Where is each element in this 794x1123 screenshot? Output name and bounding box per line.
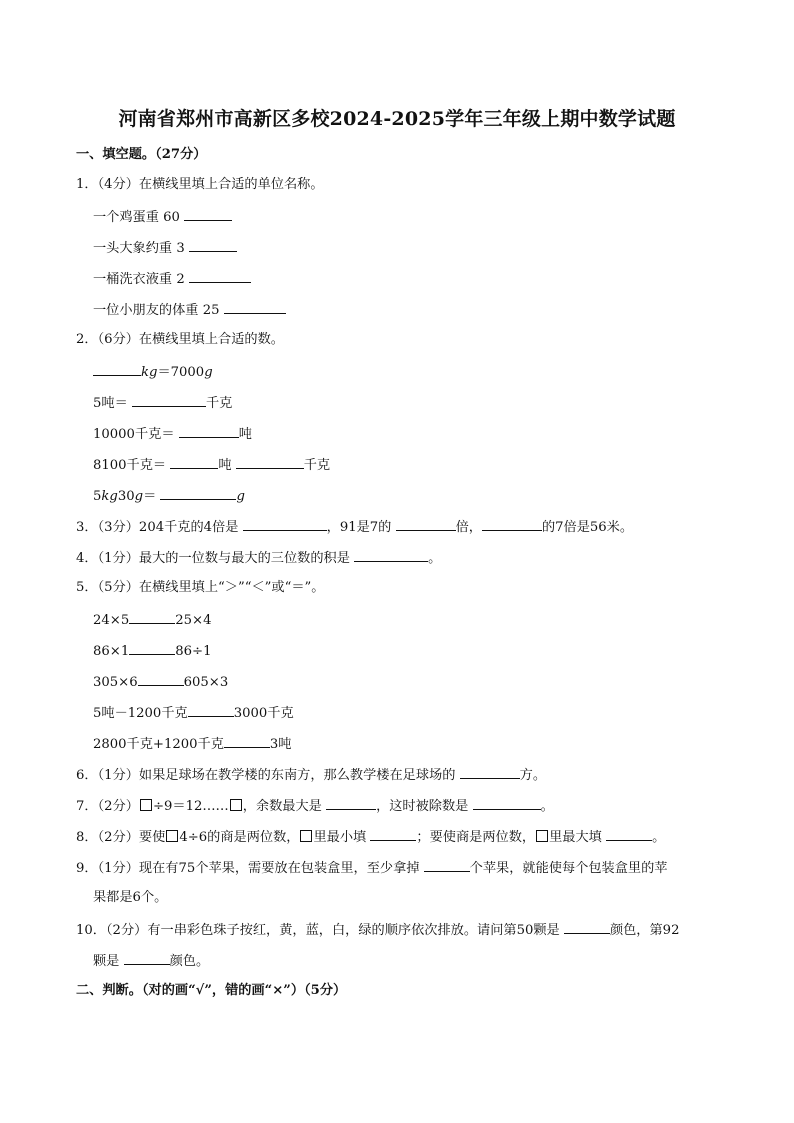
question-text: 。 — [540, 799, 554, 814]
unit-text: 千克 — [205, 396, 233, 411]
question-text: 果都是6个。 — [93, 890, 168, 905]
question-text: （2分）有一串彩色珠子按红，黄，蓝，白，绿的顺序依次排放。请问第50颗是 — [105, 923, 560, 938]
unit-text: 吨 — [218, 458, 232, 473]
question-1-stem: （4分）在横线里填上合适的单位名称。 — [97, 177, 324, 192]
answer-blank[interactable] — [124, 951, 170, 965]
answer-blank[interactable] — [138, 672, 184, 686]
question-text: ，这时被除数是 — [376, 799, 469, 814]
placeholder-box-icon — [166, 830, 178, 842]
answer-blank[interactable] — [132, 393, 206, 407]
compare-row-4 — [93, 703, 294, 723]
compare-right: 3吨 — [269, 737, 292, 752]
compare-left: 305×6 — [93, 675, 138, 690]
answer-blank[interactable] — [243, 517, 327, 531]
question-5-number: 5． — [76, 580, 98, 595]
answer-blank[interactable] — [224, 734, 270, 748]
answer-blank[interactable] — [129, 610, 175, 624]
question-2-stem: （6分）在横线里填上合适的数。 — [97, 332, 284, 347]
question-7 — [76, 796, 554, 816]
question-10-number: 10． — [76, 923, 106, 938]
unit-g: g — [236, 489, 245, 504]
answer-blank[interactable] — [482, 517, 542, 531]
compare-left: 5吨－1200千克 — [93, 706, 188, 721]
question-2-line-5 — [93, 486, 245, 506]
question-8-number: 8． — [76, 830, 98, 845]
compare-right: 86÷1 — [175, 644, 212, 659]
question-1 — [76, 176, 324, 194]
question-text: 方。 — [519, 768, 547, 783]
question-1-item-text: 一个鸡蛋重 60 — [93, 210, 180, 225]
compare-right: 605×3 — [183, 675, 229, 690]
answer-blank[interactable] — [160, 486, 236, 500]
question-text: 的7倍是56米。 — [541, 520, 634, 535]
question-1-item-2 — [93, 238, 237, 258]
question-10-cont — [93, 951, 209, 971]
answer-blank[interactable] — [354, 548, 428, 562]
question-1-item-4 — [93, 300, 286, 320]
compare-right: 3000千克 — [233, 706, 294, 721]
question-5 — [76, 579, 324, 597]
question-2 — [76, 331, 284, 349]
equation-text: 5 — [93, 489, 102, 504]
question-2-line-1 — [93, 362, 213, 382]
answer-blank[interactable] — [189, 238, 237, 252]
answer-blank[interactable] — [179, 424, 239, 438]
question-text: （1分）现在有75个苹果，需要放在包装盒里，至少拿掉 — [97, 861, 420, 876]
answer-blank[interactable] — [170, 455, 218, 469]
section-1-heading: 一、填空题。（27分） — [76, 147, 207, 162]
equation-text: ＝7000 — [157, 365, 205, 380]
placeholder-box-icon — [536, 830, 548, 842]
compare-row-1 — [93, 610, 211, 630]
question-text: 个苹果，就能使每个包装盒里的苹 — [469, 861, 668, 876]
placeholder-box-icon — [140, 799, 152, 811]
equation-text: 8100千克＝ — [93, 458, 167, 473]
question-text: 倍， — [455, 520, 482, 535]
equation-text: 5吨＝ — [93, 396, 128, 411]
question-1-number: 1． — [76, 177, 98, 192]
compare-left: 2800千克+1200千克 — [93, 737, 224, 752]
unit-kg: kg — [101, 489, 118, 504]
question-9-cont — [93, 889, 167, 907]
placeholder-box-icon — [230, 799, 242, 811]
question-text: 里最大填 — [549, 830, 602, 845]
question-8 — [76, 827, 665, 847]
answer-blank[interactable] — [564, 920, 610, 934]
answer-blank[interactable] — [606, 827, 652, 841]
placeholder-box-icon — [300, 830, 312, 842]
question-4-number: 4． — [76, 551, 98, 566]
answer-blank[interactable] — [129, 641, 175, 655]
answer-blank[interactable] — [189, 269, 251, 283]
question-text: ，余数最大是 — [242, 799, 322, 814]
question-2-number: 2． — [76, 332, 98, 347]
question-text: 4÷6的商是两位数， — [179, 830, 300, 845]
question-9-number: 9． — [76, 861, 98, 876]
compare-right: 25×4 — [175, 613, 212, 628]
question-text: （2分）要使 — [97, 830, 166, 845]
question-text: 。 — [428, 551, 442, 566]
question-text: 颜色。 — [169, 954, 210, 969]
question-9 — [76, 858, 667, 878]
compare-left: 86×1 — [93, 644, 130, 659]
question-text: 颗是 — [93, 954, 120, 969]
question-3 — [76, 517, 633, 537]
question-2-line-3 — [93, 424, 252, 444]
question-1-item-text: 一头大象约重 3 — [93, 241, 185, 256]
answer-blank[interactable] — [473, 796, 541, 810]
question-10 — [76, 920, 679, 940]
answer-blank[interactable] — [93, 362, 141, 376]
answer-blank[interactable] — [396, 517, 456, 531]
answer-blank[interactable] — [224, 300, 286, 314]
question-1-item-text: 一位小朋友的体重 25 — [93, 303, 220, 318]
question-2-line-4 — [93, 455, 330, 475]
question-text: （1分）最大的一位数与最大的三位数的积是 — [97, 551, 350, 566]
answer-blank[interactable] — [460, 765, 520, 779]
question-3-number: 3． — [76, 520, 98, 535]
equals-sign: ＝ — [143, 489, 157, 504]
unit-g: g — [134, 489, 144, 504]
question-text: ；要使商是两位数， — [416, 830, 536, 845]
answer-blank[interactable] — [370, 827, 416, 841]
question-1-item-3 — [93, 269, 251, 289]
equation-text: 10000千克＝ — [93, 427, 175, 442]
compare-row-3 — [93, 672, 228, 692]
unit-g: g — [204, 365, 213, 380]
answer-blank[interactable] — [236, 455, 304, 469]
question-text: ÷9＝12…… — [152, 799, 229, 814]
question-6 — [76, 765, 546, 785]
question-1-item-1 — [93, 207, 232, 227]
question-7-number: 7． — [76, 799, 98, 814]
question-1-item-text: 一桶洗衣液重 2 — [93, 272, 185, 287]
answer-blank[interactable] — [424, 858, 470, 872]
question-text: ，91是7的 — [326, 520, 392, 535]
page-title: 河南省郑州市高新区多校2024-2025学年三年级上期中数学试题 — [118, 108, 676, 130]
unit-text: 吨 — [238, 427, 252, 442]
compare-left: 24×5 — [93, 613, 130, 628]
question-text: 。 — [652, 830, 666, 845]
question-text: 里最小填 — [313, 830, 367, 845]
unit-kg: kg — [141, 365, 158, 380]
compare-row-2 — [93, 641, 211, 661]
question-text: （1分）如果足球场在教学楼的东南方，那么教学楼在足球场的 — [97, 768, 456, 783]
equation-text: 30 — [117, 489, 135, 504]
answer-blank[interactable] — [184, 207, 232, 221]
unit-text: 千克 — [303, 458, 331, 473]
answer-blank[interactable] — [188, 703, 234, 717]
answer-blank[interactable] — [326, 796, 376, 810]
question-text: 颜色，第92 — [609, 923, 680, 938]
question-6-number: 6． — [76, 768, 98, 783]
question-text: （3分）204千克的4倍是 — [97, 520, 239, 535]
question-2-line-2 — [93, 393, 232, 413]
question-4 — [76, 548, 441, 568]
section-2-heading: 二、判断。（对的画“√”，错的画“×”）（5分） — [76, 983, 347, 998]
question-5-stem: （5分）在横线里填上“＞”“＜”或“＝”。 — [97, 580, 325, 595]
question-text: （2分） — [97, 799, 139, 814]
compare-row-5 — [93, 734, 292, 754]
